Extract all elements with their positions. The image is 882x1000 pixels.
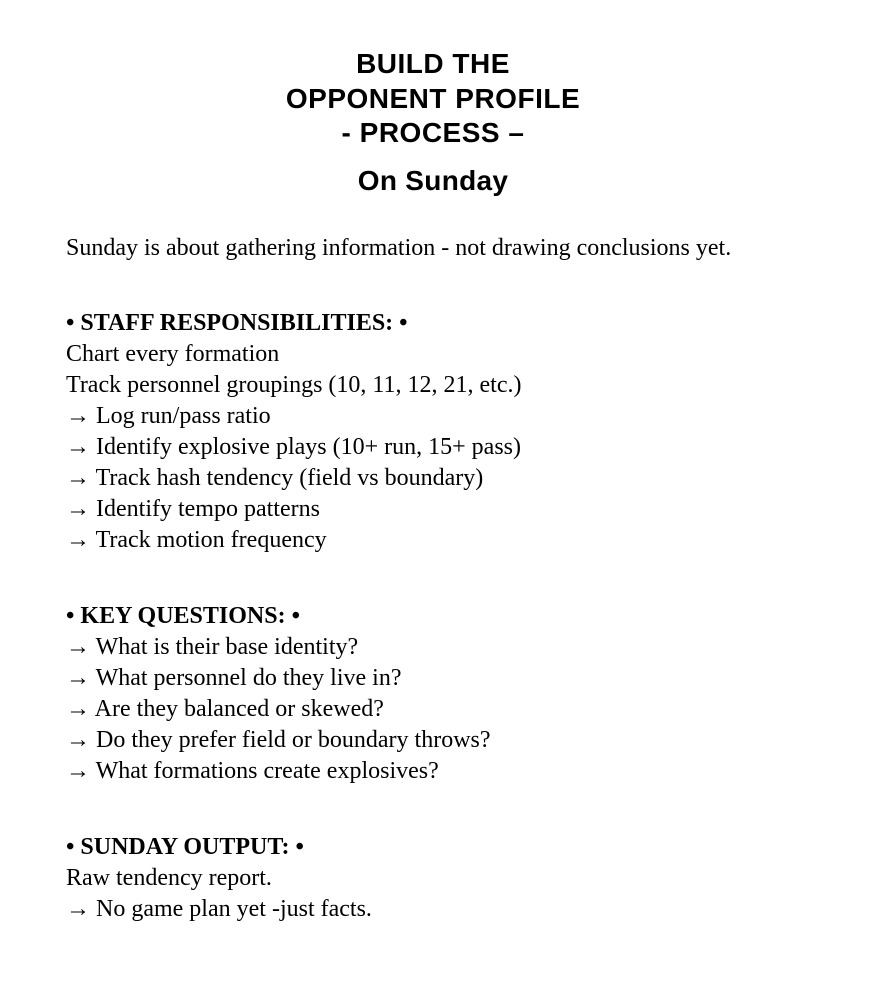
list-item: → What is their base identity? bbox=[66, 634, 359, 660]
list-item: → What formations create explosives? bbox=[66, 758, 439, 784]
section-heading: • SUNDAY OUTPUT: • bbox=[66, 834, 304, 860]
list-item: → What personnel do they live in? bbox=[66, 665, 402, 691]
list-item: → Identify explosive plays (10+ run, 15+ pass) bbox=[66, 434, 521, 460]
title-line-1: BUILD THE bbox=[356, 48, 510, 79]
list-item: → Log run/pass ratio bbox=[66, 403, 271, 429]
title-line-2: OPPONENT PROFILE bbox=[285, 82, 581, 114]
sunday-output-section bbox=[66, 832, 372, 925]
list-item: → Track hash tendency (field vs boundary) bbox=[66, 465, 484, 491]
list-item: → Identify tempo patterns bbox=[66, 496, 320, 522]
intro-paragraph: Sunday is about gathering information - not drawing conclusions yet. bbox=[66, 235, 732, 261]
list-item: → Track motion frequency bbox=[66, 527, 327, 553]
list-item: Raw tendency report. bbox=[66, 865, 272, 891]
list-item: → Are they balanced or skewed? bbox=[66, 696, 384, 722]
section-heading: • STAFF RESPONSIBILITIES: • bbox=[66, 310, 408, 336]
list-item: → Do they prefer field or boundary throws? bbox=[66, 727, 491, 753]
staff-responsibilities-section bbox=[66, 308, 521, 556]
list-item: → No game plan yet -just facts. bbox=[66, 896, 372, 922]
list-item: Track personnel groupings (10, 11, 12, 21, etc.) bbox=[66, 372, 522, 398]
list-item: Chart every formation bbox=[66, 341, 280, 367]
document-title bbox=[0, 47, 866, 198]
key-questions-section bbox=[66, 601, 491, 787]
section-heading: • KEY QUESTIONS: • bbox=[66, 603, 300, 629]
title-line-3: - PROCESS – bbox=[341, 117, 525, 148]
document-subtitle: On Sunday bbox=[357, 164, 509, 196]
